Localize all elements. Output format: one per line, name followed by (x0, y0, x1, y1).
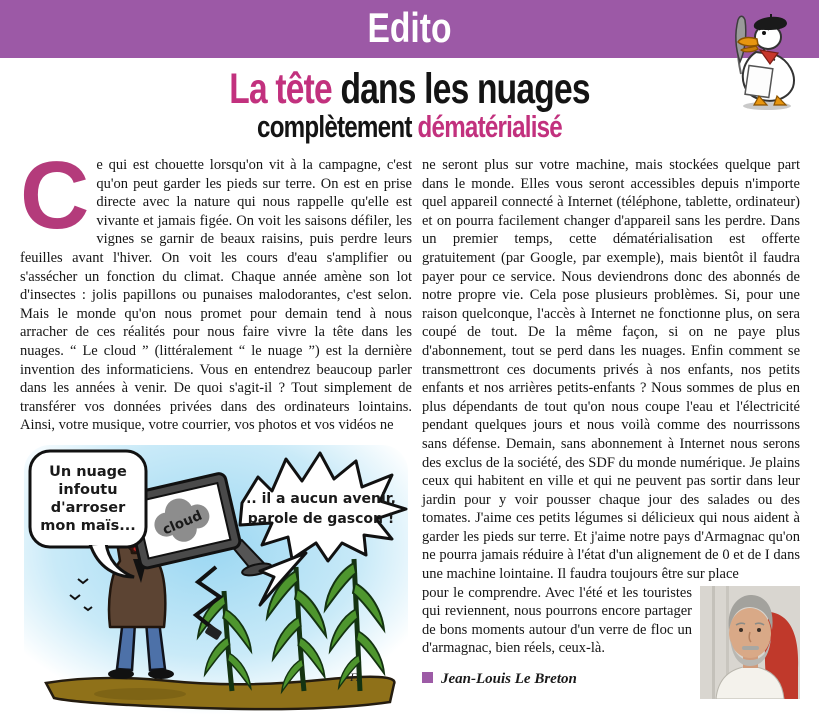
body-text-right-end: pour le comprendre. Avec l'été et les touristes qui reviennent, nous pourrons encore partager de bons moments autour d'un verre de floc un d'armagnac, bien réels, ceux-là. (422, 584, 692, 657)
svg-text:parole de gascon !: parole de gascon ! (247, 510, 395, 527)
paragraph-left (20, 142, 412, 435)
author-name: Jean-Louis Le Breton (441, 671, 577, 688)
headline-block (0, 66, 819, 143)
svg-text:d'arroser: d'arroser (50, 499, 126, 516)
svg-text:.. il a aucun avenir,: .. il a aucun avenir, (246, 490, 396, 507)
column-left (20, 142, 412, 722)
author-photo (700, 586, 800, 699)
svg-text:Un nuage: Un nuage (49, 463, 127, 480)
page-title: La tête dans les nuages (229, 65, 590, 113)
column-right (422, 156, 800, 722)
subtitle-highlight: dématérialisé (417, 109, 562, 144)
body-text-right: ne seront plus sur votre machine, mais stockées quelque part dans le monde. Elles vous seront accessibles depuis n'importe quel appareil connecté à Internet (téléphone, tablette, ordinateur) et on pourra facilement changer d'appareil sans les perdre. Dans un premier temps, cette dématérialisation est offerte gratuitement (par Google, par exemple), mais bientôt il faudra payer pour ce service. Nous deviendrons donc des abonnés de notre propre vie. Cela pose plusieurs problèmes. Si, pour une raison quelconque, l'accès à Internet ne fonctionne plus, on sera coupé de tout. De la même façon, si on ne paye plus d'abonnement, tout se perd dans les nuages. Enfin comment se transmettront ces documents privés à nos enfants, nos petits enfants et nos arrières petits-enfants ? Nous sommes de plus en plus dépendants de tout qu'on nous coupe l'eau et l'électricité pendant quelques jours et nous voilà comme des nourrissons sans défense. Demain, sans abonnement à Internet nous serons des exclus de la société, des SDF du monde numérique. Je plains ceux qui habitent en ville et qui ne peuvent pas sortir dans leur jardin pour y voir pousser chaque jour des salades ou des tomates. J'aime ces petits légumes si délicieux qui nous aident à garder les pieds sur terre. Et j'aime notre pays d'Armagnac qu'on ne pourra jamais réduire à l'état d'un alignement de 0 et de I dans une machine lointaine. Il faudra toujours être sur place (422, 157, 800, 583)
body-text-left: e qui est chouette lorsqu'on vit à la campagne, c'est qu'on peut garder les pieds sur terre. On est en prise directe avec la nature qui nous rappelle qu'elle est vivante et jamais figée. On voit les saisons défiler, les vignes se garnir de beaux raisins, puis perdre leurs feuilles avant l'hiver. On voit les cours d'eau s'amplifier ou s'assécher un fonction du climat. Chaque année amène son lot d'insectes : jolis papillons ou punaises malodorantes, c'est selon. Mais le monde qu'on nous promet pour demain tend à nous arracher de ces réalités pour nous faire vivre la tête dans les nuages. “ Le cloud ” (littéralement “ le nuage ”) est la dernière invention des informaticiens. Vous en entendrez beaucoup parler dans les années à venir. De quoi s'agit-il ? Tout simplement de transférer vos données privées dans des ordinateurs lointains. Ainsi, votre musique, votre courrier, vos photos et vos vidéos ne (20, 157, 412, 434)
cloud-cartoon (20, 441, 412, 722)
edito-banner (0, 0, 819, 58)
author-square-bullet (422, 672, 433, 683)
title-highlight: La tête (229, 65, 332, 113)
svg-text:infoutu: infoutu (58, 481, 118, 498)
article-columns (20, 142, 800, 722)
paragraph-with-photo (422, 584, 800, 689)
cloud-label: cloud (160, 507, 205, 539)
dropcap: C (20, 142, 90, 249)
artist-signature: F. (350, 669, 359, 684)
page-subtitle: complètement dématérialisé (257, 109, 562, 144)
banner-title: Edito (367, 4, 452, 51)
svg-text:mon maïs...: mon maïs... (40, 517, 136, 534)
